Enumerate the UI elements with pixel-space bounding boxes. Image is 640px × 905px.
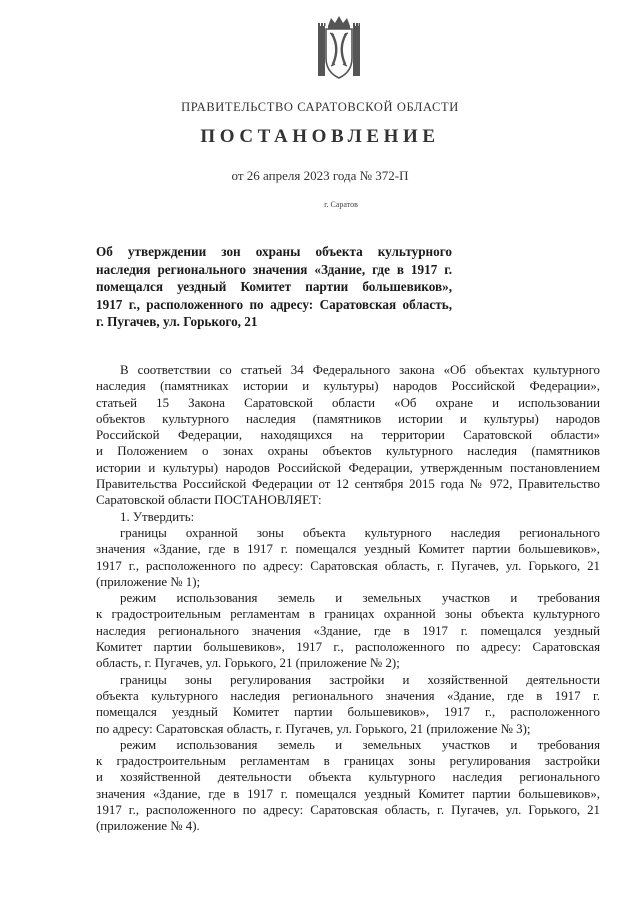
- body-line: наследия регионального значения «Здание, где в 1917 г. помещался уездный: [96, 623, 600, 638]
- document-body: [96, 362, 600, 835]
- body-line: к градостроительным регламентам в границах зоны регулирования застройки: [96, 754, 600, 769]
- body-line: наследия (памятниках истории и культуры) народов Российской Федерации»,: [96, 379, 600, 394]
- body-line: границы зоны регулирования застройки и хозяйственной деятельности: [120, 672, 600, 687]
- body-line: границы охранной зоны объекта культурного наследия регионального: [120, 525, 600, 540]
- body-line: по адресу: Саратовская область, г. Пугачев, ул. Горького, 21 (приложение № 3);: [96, 721, 531, 736]
- title-line: г. Пугачев, ул. Горького, 21: [96, 314, 258, 330]
- document-type: ПОСТАНОВЛЕНИЕ: [200, 126, 440, 147]
- paragraph-development-zone: [96, 672, 600, 737]
- body-line: объекта культурного наследия регионального значения «Здание, где в 1917 г.: [96, 688, 600, 703]
- body-line: объектов культурного наследия (памятников истории и культуры) народов: [96, 411, 600, 426]
- body-line: Правительства Российской Федерации от 12 сентября 2015 года № 972, Правительство: [96, 477, 600, 492]
- body-line: значения «Здание, где в 1917 г. помещался уездный Комитет партии большевиков»,: [96, 786, 600, 801]
- document-date-number: от 26 апреля 2023 года № 372-П: [231, 168, 409, 183]
- body-line: и Положением о зонах охраны объектов культурного наследия (памятников: [96, 444, 600, 459]
- government-name: ПРАВИТЕЛЬСТВО САРАТОВСКОЙ ОБЛАСТИ: [181, 100, 459, 114]
- body-line: область, г. Пугачев, ул. Горького, 21 (приложение № 2);: [96, 656, 400, 671]
- body-line: 1917 г., расположенного по адресу: Саратовская область, г. Пугачев, ул. Горького, 21: [96, 558, 600, 573]
- paragraph-item-1: [96, 509, 600, 525]
- body-line: (приложение № 1);: [96, 574, 201, 589]
- body-line: Российской Федерации, находящихся на территории Саратовской области»: [96, 428, 600, 443]
- city-name: г. Саратов: [324, 200, 358, 209]
- paragraph-development-regime: [96, 737, 600, 835]
- body-line: и хозяйственной деятельности объекта культурного наследия регионального: [96, 770, 600, 785]
- title-line: 1917 г., расположенного по адресу: Саратовская область,: [96, 296, 452, 312]
- body-line: (приложение № 4).: [96, 819, 200, 834]
- body-line: режим использования земель и земельных участков и требования: [120, 737, 600, 752]
- body-line: 1917 г., расположенного по адресу: Саратовская область, г. Пугачев, ул. Горького, 21: [96, 803, 600, 818]
- body-line: В соответствии со статьей 34 Федерального закона «Об объектах культурного: [120, 363, 600, 377]
- body-line: 1. Утвердить:: [120, 509, 195, 524]
- body-line: истории и культуры) народов Российской Федерации, утвержденным постановлением: [96, 460, 600, 475]
- paragraph-protection-zone: [96, 525, 600, 590]
- paragraph-preamble: [96, 362, 600, 509]
- body-line: режим использования земель и земельных участков и требования: [120, 591, 600, 606]
- title-line: наследия регионального значения «Здание, где в 1917 г.: [96, 261, 452, 277]
- body-line: к градостроительным регламентам в границах охранной зоны объекта культурного: [96, 607, 600, 622]
- document-title: [96, 243, 452, 331]
- body-line: значения «Здание, где в 1917 г. помещался уездный Комитет партии большевиков»,: [96, 542, 600, 557]
- body-line: статьей 15 Закона Саратовской области «Об охране и использовании: [96, 395, 600, 410]
- title-line: помещался уездный Комитет партии большевиков»,: [96, 279, 452, 295]
- body-line: Комитет партии большевиков», 1917 г., расположенного по адресу: Саратовская: [96, 640, 600, 655]
- title-line: Об утверждении зон охраны объекта культурного: [96, 244, 452, 259]
- coat-of-arms-icon: [316, 14, 362, 80]
- paragraph-protection-regime: [96, 590, 600, 671]
- body-line: Саратовской области ПОСТАНОВЛЯЕТ:: [96, 493, 322, 508]
- body-line: помещался уездный Комитет партии большевиков», 1917 г., расположенного: [96, 705, 600, 720]
